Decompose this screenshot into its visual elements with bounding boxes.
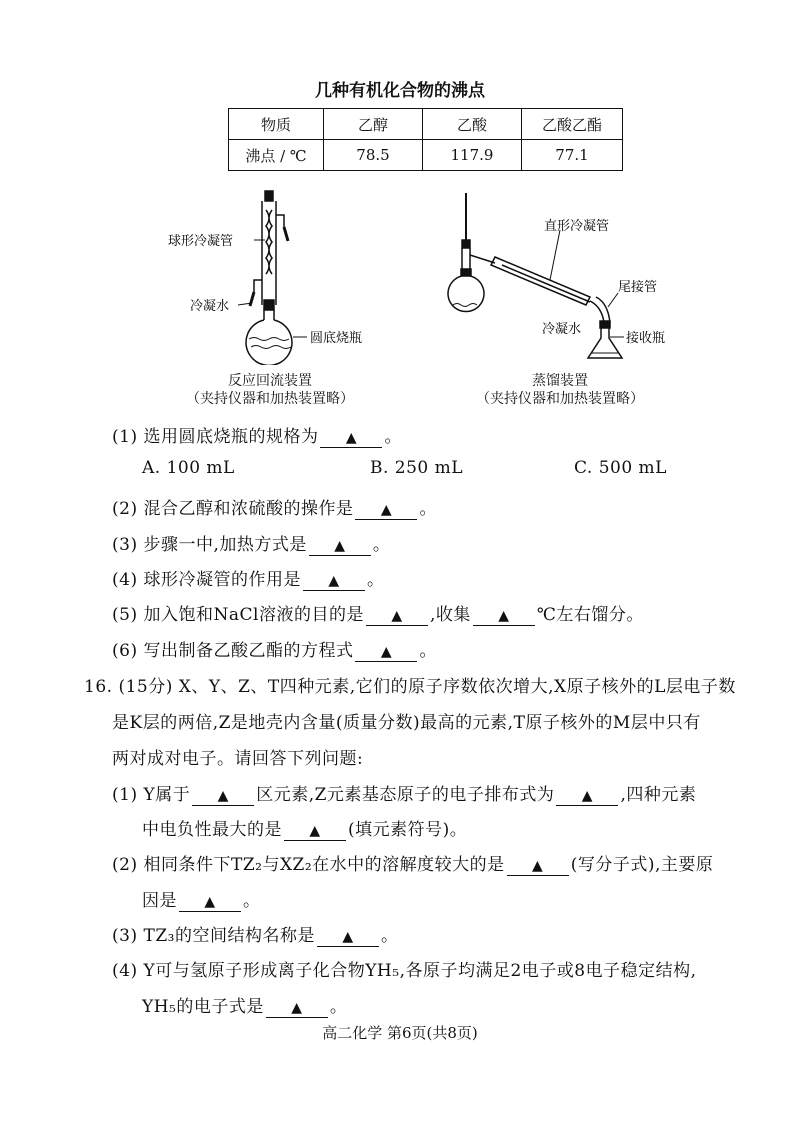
question-line [112, 494, 437, 520]
question-line [112, 636, 437, 662]
reflux-caption [170, 372, 370, 408]
question-text-segment: (3) TZ₃的空间结构名称是 [112, 926, 315, 946]
question-text-segment: 两对成对电子。请回答下列问题: [112, 749, 364, 769]
question-text-segment: C. 500 mL [574, 458, 667, 478]
question-text-segment: (2) 相同条件下TZ₂与XZ₂在水中的溶解度较大的是 [112, 855, 505, 875]
question-text-segment: 中电负性最大的是 [142, 820, 282, 840]
table-cell: 77.1 [522, 140, 623, 171]
question-text-segment: 。 [329, 997, 348, 1017]
question-text-segment: 。 [384, 427, 402, 447]
question-line [112, 744, 363, 769]
table-header-cell: 物质 [229, 109, 324, 140]
table-header-row [229, 109, 623, 140]
answer-blank[interactable]: ▲ [355, 501, 417, 520]
boiling-point-table [228, 108, 623, 171]
question-text-segment: 区元素,Z元素基态原子的电子排布式为 [256, 785, 555, 805]
question-line [142, 458, 235, 478]
answer-blank[interactable]: ▲ [179, 893, 241, 912]
question-text-segment: (2) 混合乙醇和浓硫酸的操作是 [112, 499, 354, 519]
question-text-segment: ,收集 [429, 605, 471, 625]
table-header-cell: 乙醇 [324, 109, 423, 140]
answer-blank[interactable]: ▲ [556, 787, 618, 806]
question-text-segment: 。 [380, 926, 399, 946]
question-text-segment: ,四种元素 [620, 785, 697, 805]
answer-blank[interactable]: ▲ [303, 572, 365, 591]
label-cooling-water: 冷凝水 [190, 299, 230, 314]
answer-blank[interactable]: ▲ [266, 999, 328, 1018]
question-line [112, 850, 713, 876]
answer-blank[interactable]: ▲ [507, 857, 569, 876]
answer-blank[interactable]: ▲ [309, 537, 371, 556]
question-text-segment: (3) 步骤一中,加热方式是 [112, 535, 307, 555]
label-round-bottom-flask: 圆底烧瓶 [310, 331, 363, 346]
table-cell: 117.9 [423, 140, 522, 171]
distillation-caption [460, 372, 660, 408]
question-text-segment: B. 250 mL [370, 458, 464, 478]
table-cell: 沸点 / ℃ [229, 140, 324, 171]
question-text-segment: (1) Y属于 [112, 785, 191, 805]
answer-blank[interactable]: ▲ [284, 822, 346, 841]
question-line [112, 530, 390, 556]
question-line [574, 458, 667, 478]
question-text-segment: 。 [243, 891, 261, 911]
answer-blank[interactable]: ▲ [473, 607, 535, 626]
question-text-segment: 。 [372, 535, 391, 555]
question-text-segment: (写分子式),主要原 [570, 855, 714, 875]
question-text-segment: 。 [419, 641, 437, 661]
question-text-segment: (5) 加入饱和NaCl溶液的目的是 [112, 605, 364, 625]
table-row [229, 140, 623, 171]
caption-note: （夹持仪器和加热装置略） [186, 391, 354, 407]
question-text-segment: (1) 选用圆底烧瓶的规格为 [112, 427, 319, 447]
page-footer: 高二化学 第6页(共8页) [322, 1024, 478, 1042]
question-text-segment: ℃左右馏分。 [536, 605, 644, 625]
question-text-segment: YH₅的电子式是 [142, 997, 264, 1017]
question-line [112, 565, 384, 591]
question-text-segment: (6) 写出制备乙酸乙酯的方程式 [112, 641, 354, 661]
answer-blank[interactable]: ▲ [192, 787, 254, 806]
reflux-apparatus-diagram [150, 185, 380, 365]
question-line [370, 458, 463, 478]
label-straight-condenser: 直形冷凝管 [544, 219, 610, 234]
question-line [84, 672, 736, 697]
question-line [112, 921, 398, 947]
question-text-segment: 。 [419, 499, 437, 519]
answer-blank[interactable]: ▲ [366, 607, 428, 626]
label-adapter: 尾接管 [618, 280, 658, 295]
question-text-segment: 是K层的两倍,Z是地壳内含量(质量分数)最高的元素,T原子核外的M层中只有 [112, 713, 701, 733]
question-text-segment: (4) Y可与氢原子形成离子化合物YH₅,各原子均满足2电子或8电子稳定结构, [112, 961, 697, 981]
caption-title: 蒸馏装置 [532, 373, 588, 389]
question-line [142, 992, 347, 1018]
table-title: 几种有机化合物的沸点 [315, 81, 485, 101]
answer-blank[interactable]: ▲ [320, 429, 382, 448]
question-text-segment: 因是 [142, 891, 177, 911]
question-line [112, 956, 697, 981]
answer-blank[interactable]: ▲ [355, 643, 417, 662]
table-cell: 78.5 [324, 140, 423, 171]
question-line [142, 886, 261, 912]
caption-title: 反应回流装置 [228, 373, 312, 389]
table-header-cell: 乙酸乙酯 [522, 109, 623, 140]
caption-note: （夹持仪器和加热装置略） [476, 391, 644, 407]
question-text-segment: 。 [366, 570, 385, 590]
answer-blank[interactable]: ▲ [317, 928, 379, 947]
question-text-segment: 16. (15分) X、Y、Z、T四种元素,它们的原子序数依次增大,X原子核外的L层电子数 [84, 677, 736, 697]
question-text-segment: A. 100 mL [142, 458, 235, 478]
question-line [142, 815, 467, 841]
question-line [112, 422, 402, 448]
distillation-apparatus-diagram [440, 185, 680, 365]
label-bulb-condenser: 球形冷凝管 [168, 234, 234, 249]
question-text-segment: (4) 球形冷凝管的作用是 [112, 570, 301, 590]
question-line [112, 780, 696, 806]
table-header-cell: 乙酸 [423, 109, 522, 140]
question-line [112, 708, 701, 733]
label-cooling-water: 冷凝水 [542, 322, 582, 337]
question-text-segment: (填元素符号)。 [348, 820, 468, 840]
label-receiving-flask: 接收瓶 [626, 331, 666, 346]
question-line [112, 600, 644, 626]
